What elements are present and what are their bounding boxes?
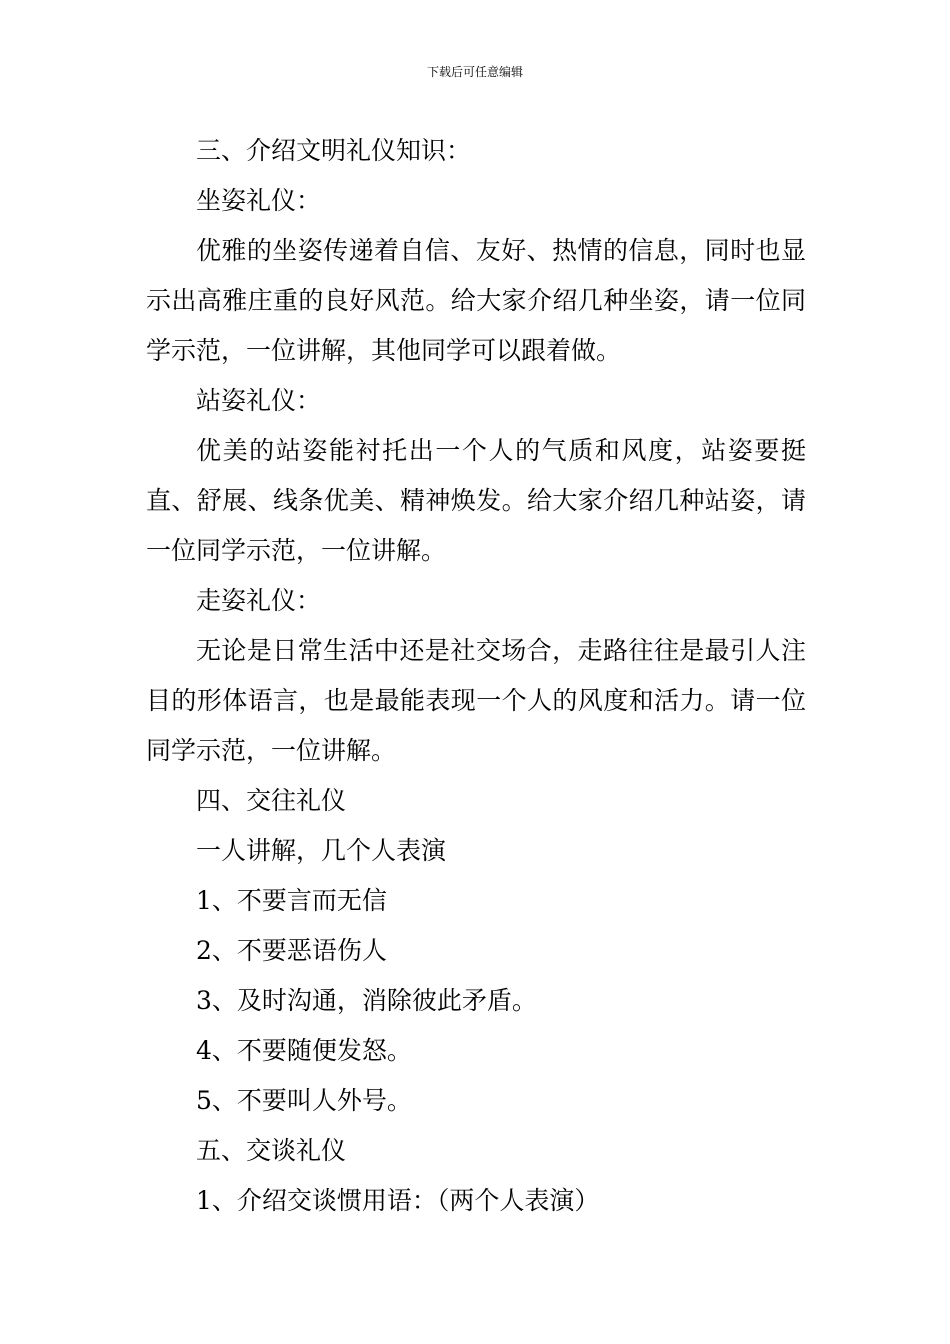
paragraph-social-intro: 一人讲解，几个人表演 xyxy=(196,836,447,865)
list-item: 1、不要言而无信 xyxy=(196,886,387,915)
section-heading-etiquette-knowledge: 三、介绍文明礼仪知识： xyxy=(196,136,472,165)
paragraph-sitting-etiquette: 优雅的坐姿传递着自信、友好、热情的信息，同时也显示出高雅庄重的良好风范。给大家介绍几种坐姿，请一位同学示范，一位讲解，其他同学可以跟着做。 xyxy=(146,236,806,365)
paragraph-walking-etiquette: 无论是日常生活中还是社交场合，走路往往是最引人注目的形体语言，也是最能表现一个人的风度和活力。请一位同学示范，一位讲解。 xyxy=(146,636,806,765)
subheading-standing-etiquette: 站姿礼仪： xyxy=(196,386,322,415)
document-body xyxy=(146,126,806,1226)
paragraph-standing-etiquette: 优美的站姿能衬托出一个人的气质和风度，站姿要挺直、舒展、线条优美、精神焕发。给大家介绍几种站姿，请一位同学示范，一位讲解。 xyxy=(146,436,806,565)
list-item: 4、不要随便发怒。 xyxy=(196,1036,412,1065)
section-heading-conversation-etiquette: 五、交谈礼仪 xyxy=(196,1136,347,1165)
list-item: 5、不要叫人外号。 xyxy=(196,1086,412,1115)
list-item: 3、及时沟通，消除彼此矛盾。 xyxy=(196,986,537,1015)
subheading-sitting-etiquette: 坐姿礼仪： xyxy=(196,186,322,215)
page-header: 下载后可任意编辑 xyxy=(426,65,523,79)
section-heading-social-etiquette: 四、交往礼仪 xyxy=(196,786,347,815)
list-item: 1、介绍交谈惯用语：（两个人表演） xyxy=(196,1186,600,1215)
subheading-walking-etiquette: 走姿礼仪： xyxy=(196,586,322,615)
list-item: 2、不要恶语伤人 xyxy=(196,936,387,965)
